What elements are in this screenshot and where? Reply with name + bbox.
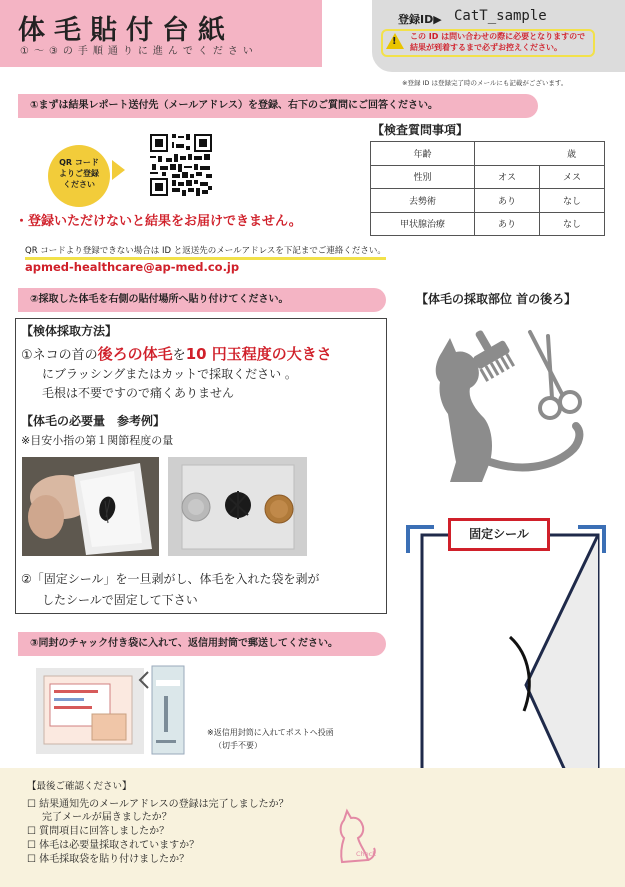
checklist-title: 【最後ご確認ください】: [27, 781, 132, 792]
cat-brush-scissors-icon: [420, 322, 610, 487]
step1-heading: ①まずは結果レポート送付先（メールアドレス）を登録、右下のご質問にご回答ください。: [18, 94, 538, 118]
question-label: 去勢術: [371, 189, 475, 213]
hair-sample-photo-hand: [22, 457, 159, 556]
method-emphasis: 後ろの体毛: [97, 345, 173, 363]
registration-id: CatT_sample: [454, 8, 547, 24]
age-field[interactable]: 歳: [475, 142, 605, 166]
questionnaire-title: 【検査質問事項】: [372, 123, 469, 137]
alt-contact-instruction: QR コードより登録できない場合は ID と返送先のメールアドレスを下記までご連絡ください。: [25, 244, 386, 260]
checklist-item-sub: 完了メールが届きましたか？: [42, 812, 172, 823]
amount-title: 【体毛の必要量 参考例】: [21, 414, 166, 428]
question-label: 甲状腺治療: [371, 212, 475, 236]
step2-heading: ②採取した体毛を右側の貼付場所へ貼り付けてください。: [18, 288, 386, 312]
question-row-age: [371, 142, 605, 166]
qr-code[interactable]: [148, 132, 214, 198]
checklist-item[interactable]: ☐ 質問項目に回答しましたか？: [27, 826, 170, 837]
method-line: にブラッシングまたはカットで採取ください 。: [42, 367, 297, 381]
checklist-item[interactable]: ☐ 体毛採取袋を貼り付けましたか？: [27, 854, 190, 865]
method-line: 毛根は不要ですので痛くありません: [42, 386, 235, 400]
option-female[interactable]: メス: [540, 165, 605, 189]
option-yes[interactable]: あり: [475, 212, 540, 236]
id-warning-text: この ID は問い合わせの際に必要となりますので結果が到着するまで必ずお控えください。: [410, 32, 586, 52]
registration-note: ※登録 ID は登録完了時のメールにも記載がございます。: [402, 79, 568, 87]
method-title: 【検体採取方法】: [21, 324, 118, 338]
mailing-note: ※返信用封筒に入れてポストへ投函: [207, 728, 334, 737]
method-line: [21, 343, 332, 364]
questionnaire-table: [370, 141, 605, 236]
registration-label: 登録ID▶: [398, 13, 442, 26]
question-row-neuter: [371, 189, 605, 213]
page-subtitle: ①～③の手順通りに進んでください: [20, 46, 258, 57]
collection-site-title: 【体毛の採取部位 首の後ろ】: [416, 292, 577, 306]
qr-badge-line: ください: [63, 180, 95, 189]
option-no[interactable]: なし: [540, 212, 605, 236]
question-row-thyroid: [371, 212, 605, 236]
contact-email-link[interactable]: apmed-healthcare@ap-med.co.jp: [25, 260, 240, 274]
warning-exclamation: !: [392, 36, 397, 47]
qr-badge: [48, 145, 110, 207]
option-yes[interactable]: あり: [475, 189, 540, 213]
step3-heading: ③同封のチャック付き袋に入れて、返信用封筒で郵送してください。: [18, 632, 386, 656]
page-title: 体毛貼付台紙: [18, 15, 234, 46]
checklist-item[interactable]: ☐ 体毛は必要量採取されていますか？: [27, 840, 200, 851]
seal-instruction-line: したシールで固定して下さい: [42, 593, 198, 607]
option-no[interactable]: なし: [540, 189, 605, 213]
method-emphasis: 10 円玉程度の大きさ: [185, 345, 332, 363]
method-text: を: [172, 348, 186, 363]
qr-badge-line: よりご登録: [59, 169, 99, 178]
question-label: 年齢: [371, 142, 475, 166]
question-row-sex: [371, 165, 605, 189]
envelope-mailing-icon: [36, 662, 206, 762]
qr-badge-line: QR コード: [59, 158, 99, 167]
hair-sample-photo-coins: [168, 457, 307, 556]
amount-note: ※目安小指の第１関節程度の量: [21, 434, 174, 447]
check-stamp-text: Check: [356, 850, 376, 858]
mailing-note-stamp: （切手不要）: [214, 741, 262, 750]
registration-required-warning: ・登録いただけないと結果をお届けできません。: [15, 214, 302, 229]
method-text: ①ネコの首の: [21, 348, 98, 363]
arrow-right-icon: [112, 160, 125, 180]
checklist-item[interactable]: ☐ 結果通知先のメールアドレスの登録は完了しましたか？: [27, 799, 289, 810]
check-cat-icon: [330, 806, 380, 868]
option-male[interactable]: オス: [475, 165, 540, 189]
question-label: 性別: [371, 165, 475, 189]
seal-instruction-line: ②「固定シール」を一旦剥がし、体毛を入れた袋を剥が: [21, 572, 320, 586]
fixing-seal-label: 固定シール: [448, 518, 550, 551]
